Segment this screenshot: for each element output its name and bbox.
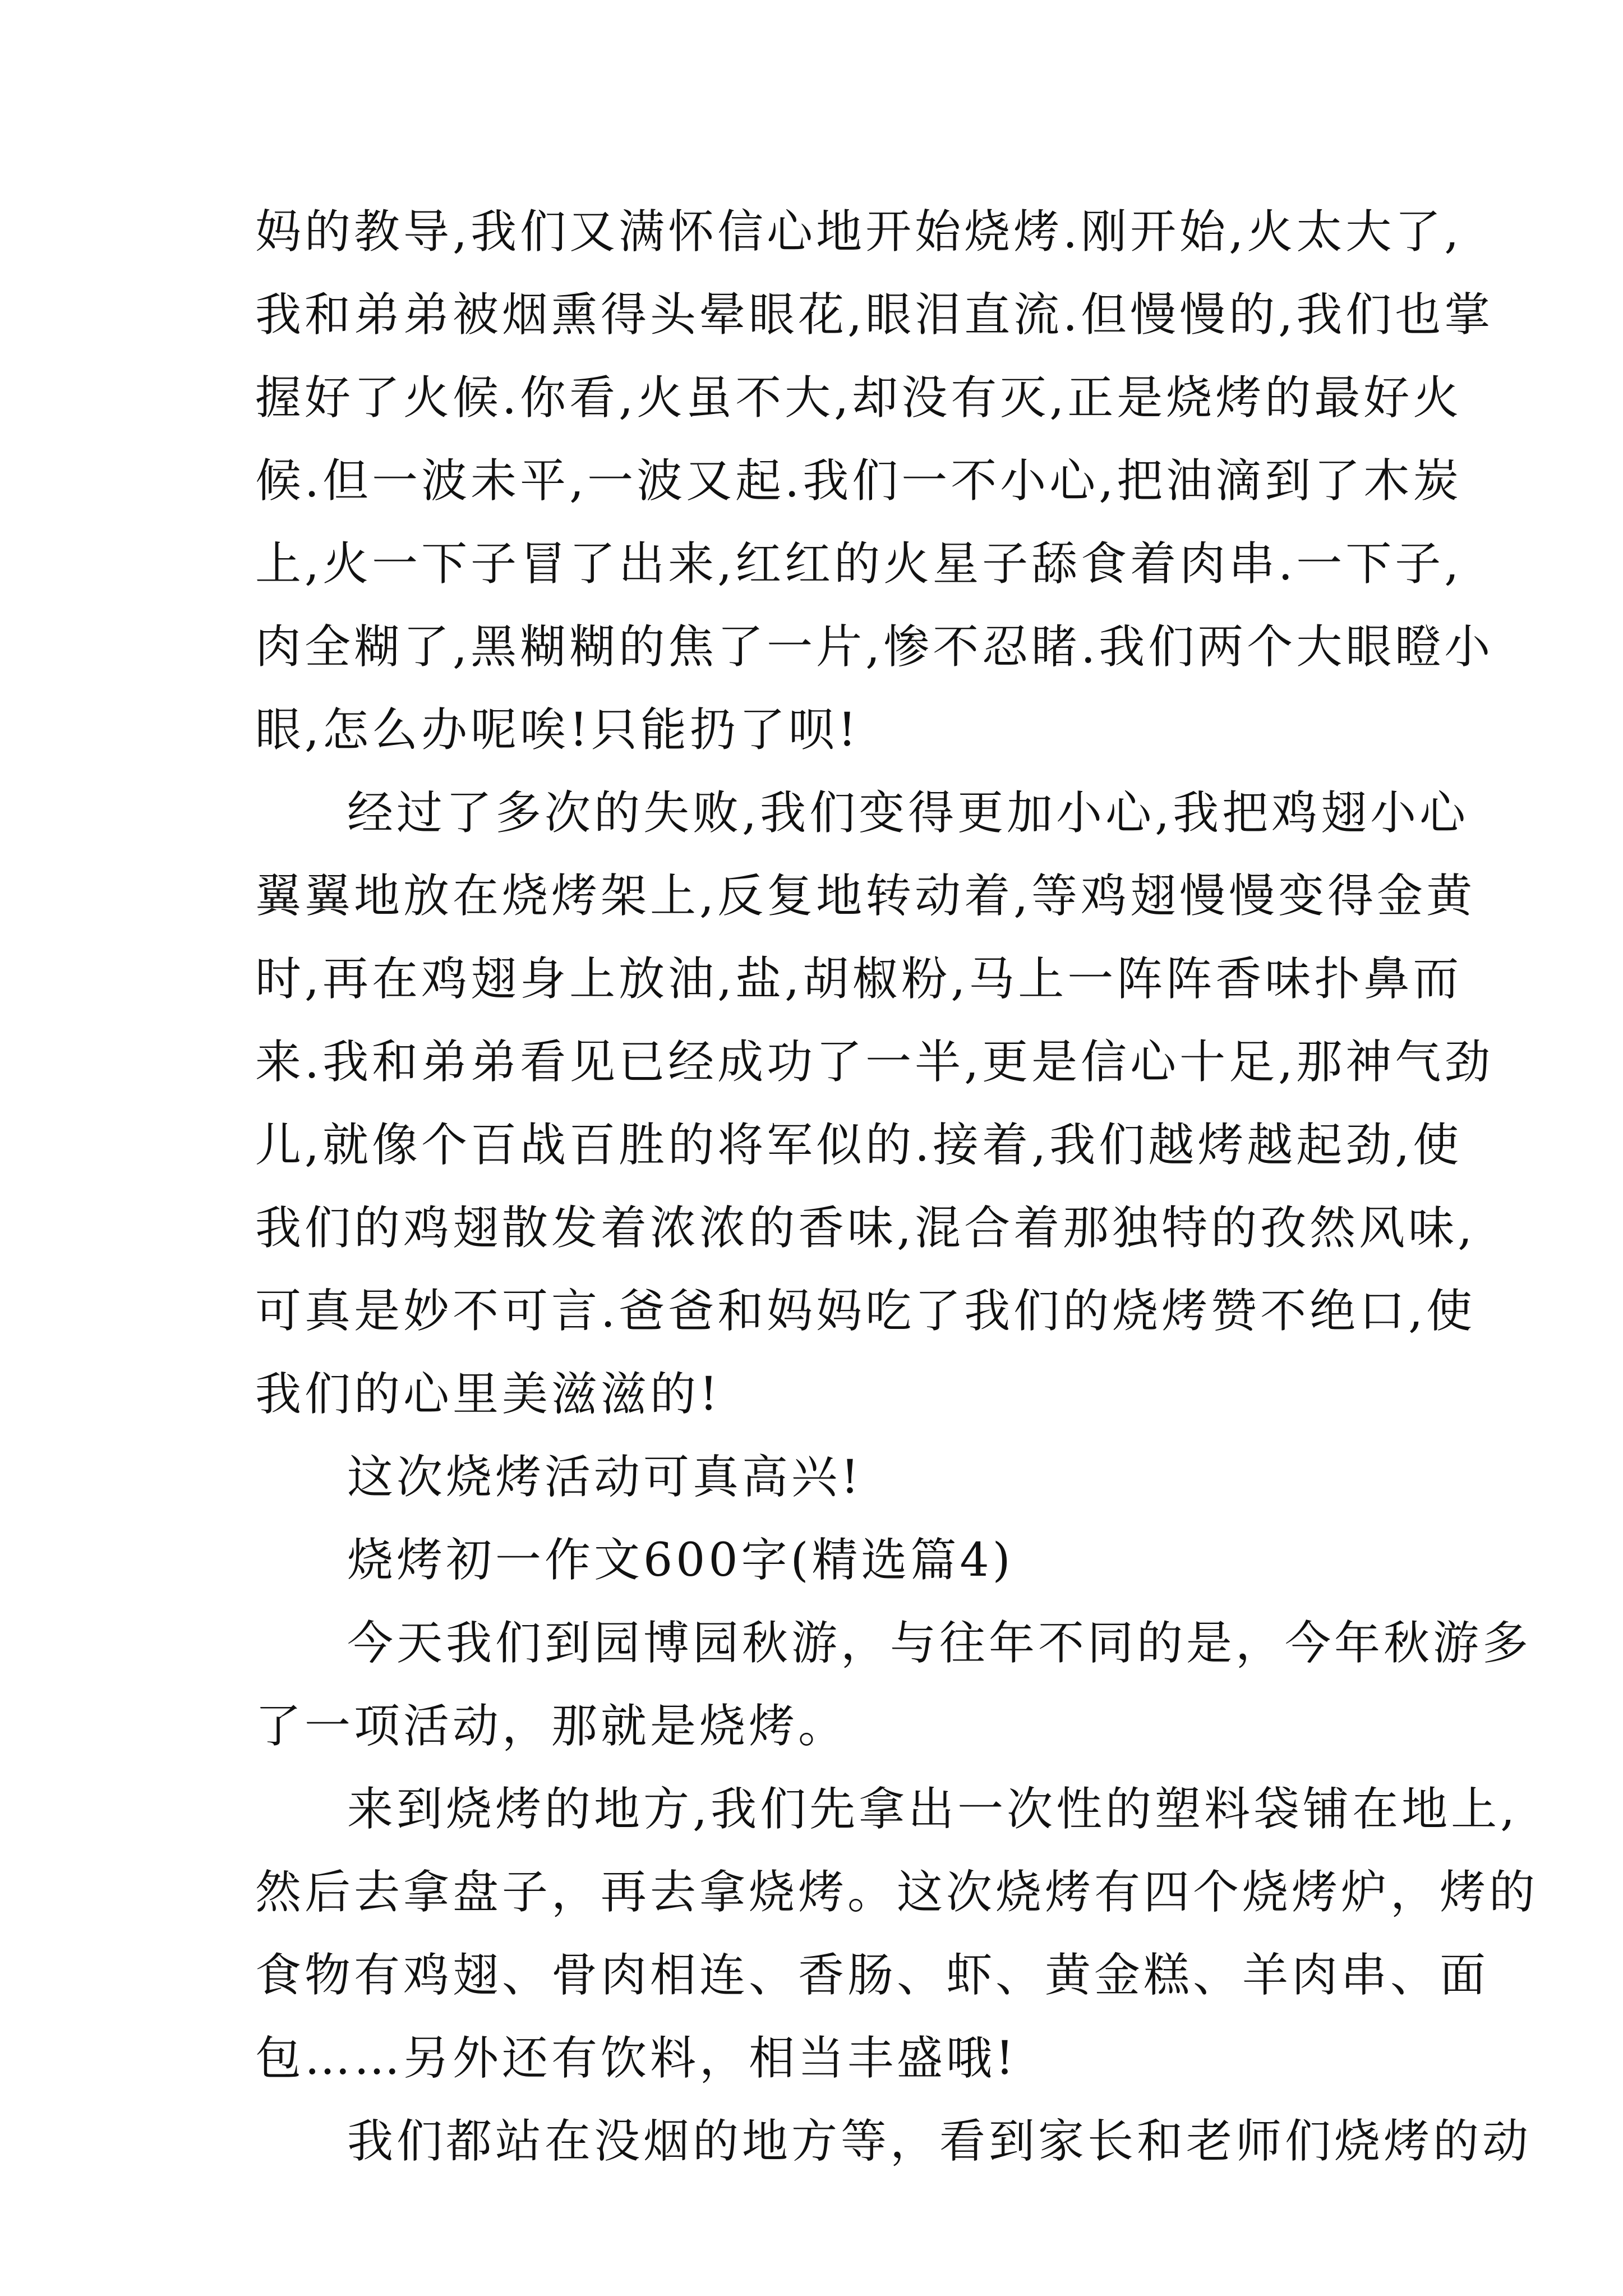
text-line: 翼翼地放在烧烤架上,反复地转动着,等鸡翅慢慢变得金黄 (255, 869, 1476, 923)
paragraph-first-line: 这次烧烤活动可真高兴! (347, 1451, 863, 1504)
paragraph-first-line: 我们都站在没烟的地方等，看到家长和老师们烧烤的动 (347, 2115, 1532, 2168)
section-heading: 烧烤初一作文600字(精选篇4) (347, 1534, 1014, 1587)
text-line: 握好了火候.你看,火虽不大,却没有灭,正是烧烤的最好火 (255, 371, 1463, 425)
paragraph-first-line: 经过了多次的失败,我们变得更加小心,我把鸡翅小心 (347, 786, 1469, 840)
text-line: 包……另外还有饮料，相当丰盛哦! (255, 2032, 1017, 2085)
text-line: 然后去拿盘子，再去拿烧烤。这次烧烤有四个烧烤炉，烤的 (255, 1866, 1539, 1919)
text-line: 上,火一下子冒了出来,红红的火星子舔食着肉串.一下子, (255, 537, 1463, 591)
text-line: 可真是妙不可言.爸爸和妈妈吃了我们的烧烤赞不绝口,使 (255, 1285, 1476, 1338)
text-line: 食物有鸡翅、骨肉相连、香肠、虾、黄金糕、羊肉串、面 (255, 1949, 1490, 2002)
paragraph-first-line: 今天我们到园博园秋游，与往年不同的是，今年秋游多 (347, 1617, 1532, 1670)
text-line: 了一项活动，那就是烧烤。 (255, 1700, 848, 1753)
text-line: 肉全糊了,黑糊糊的焦了一片,惨不忍睹.我们两个大眼瞪小 (255, 620, 1494, 674)
text-line: 候.但一波未平,一波又起.我们一不小心,把油滴到了木炭 (255, 454, 1463, 508)
text-line: 我们的鸡翅散发着浓浓的香味,混合着那独特的孜然风味, (255, 1202, 1476, 1255)
text-line: 儿,就像个百战百胜的将军似的.接着,我们越烤越起劲,使 (255, 1119, 1463, 1172)
text-line: 我们的心里美滋滋的! (255, 1368, 721, 1421)
paragraph-first-line: 来到烧烤的地方,我们先拿出一次性的塑料袋铺在地上, (347, 1783, 1519, 1836)
text-line: 来.我和弟弟看见已经成功了一半,更是信心十足,那神气劲 (255, 1036, 1494, 1089)
text-line: 眼,怎么办呢唉!只能扔了呗! (255, 703, 860, 757)
document-body (255, 191, 1539, 2183)
text-line: 妈的教导,我们又满怀信心地开始烧烤.刚开始,火太大了, (255, 205, 1463, 259)
text-line: 我和弟弟被烟熏得头晕眼花,眼泪直流.但慢慢的,我们也掌 (255, 288, 1494, 342)
text-line: 时,再在鸡翅身上放油,盐,胡椒粉,马上一阵阵香味扑鼻而 (255, 953, 1463, 1006)
